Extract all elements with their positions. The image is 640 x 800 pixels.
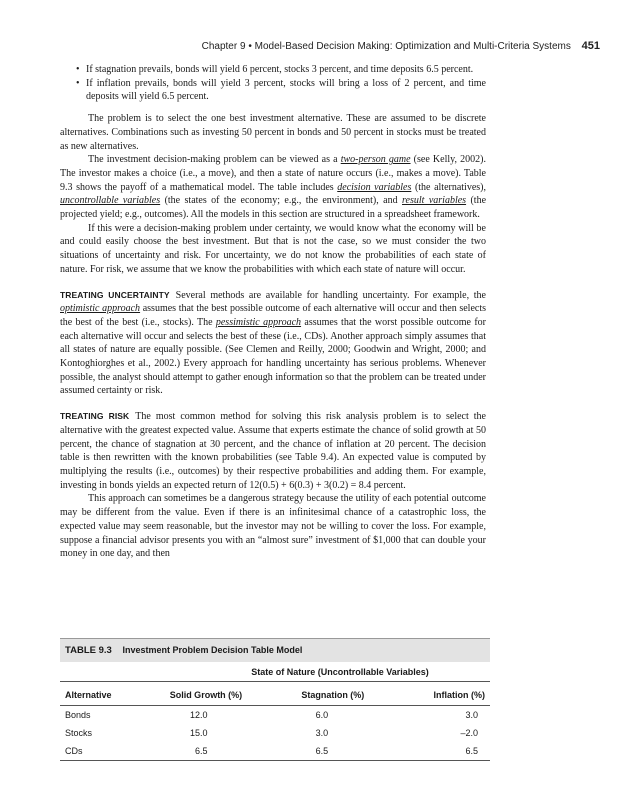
table-title: Investment Problem Decision Table Model (122, 645, 303, 655)
page-number: 451 (581, 40, 600, 52)
column-header: Alternative (60, 682, 144, 706)
paragraph (60, 153, 486, 222)
header-separator: • (248, 41, 252, 52)
group-header: State of Nature (Uncontrollable Variables) (60, 662, 490, 682)
cell-solid-growth: 12.0 (189, 710, 208, 720)
table-number: TABLE 9.3 (65, 645, 112, 656)
cell-solid-growth: 15.0 (189, 728, 208, 738)
text-run: The investment decision-making problem can be viewed as a (88, 154, 341, 166)
text-run: (the states of the economy; e.g., the environment), and (160, 195, 403, 207)
decision-table (60, 662, 490, 761)
term-optimistic-approach: optimistic approach (60, 303, 141, 315)
column-header: Stagnation (%) (268, 682, 399, 706)
term-decision-variables: decision variables (337, 181, 412, 193)
cell-alternative: CDs (60, 742, 144, 761)
cell-alternative: Stocks (65, 728, 93, 738)
table-9-3 (60, 638, 490, 761)
cell-stagnation: 6.5 (268, 742, 399, 761)
term-uncontrollable-variables: uncontrollable variables (60, 195, 161, 207)
text-run: Several methods are available for handling uncertainty. For example, the (175, 289, 486, 301)
body-text (60, 63, 486, 561)
text-run: The most common method for solving this risk analysis problem is to select the alternative with the greatest expected value. Assume that experts estimate the chance of solid growth at 50 percent, the chance of stagnation at 30 percent, and the chance of inflation at 20 percent. The decision table is then rewritten with the known probabilities (see Table 9.4). An expected value is computed by multiplying the results (i.e., outcomes) by their respective probabilities and adding them. For example, investing in bonds yields an expected return of 12(0.5) + 6(0.3) + 3(0.2) = 8.4 percent. (60, 411, 486, 491)
cell-inflation: 6.5 (398, 742, 490, 761)
header-title: Model-Based Decision Making: Optimization and Multi-Criteria Systems (254, 41, 571, 52)
runin-heading: TREATING UNCERTAINTY (60, 289, 170, 300)
section-treating-uncertainty (60, 289, 486, 399)
text-run: (the alternatives), (411, 181, 486, 193)
table-row (60, 742, 490, 761)
term-two-person-game: two-person game (340, 154, 411, 166)
cell-alternative: Bonds (65, 710, 91, 720)
bullet-item: • If inflation prevails, bonds will yield 3 percent, stocks will bring a loss of 2 percent, and time deposits will yield 6.5 percent. (60, 77, 486, 104)
column-header: Inflation (%) (398, 682, 490, 706)
bullet-item: • If stagnation prevails, bonds will yield 6 percent, stocks 3 percent, and time deposits 6.5 percent. (60, 63, 486, 77)
cell-inflation: –2.0 (460, 728, 478, 738)
paragraph: The problem is to select the one best investment alternative. These are assumed to be discrete alternatives. Combinations such as investing 50 percent in bonds and 50 percent in stocks must be treated as new alternatives. (60, 113, 486, 152)
term-pessimistic-approach: pessimistic approach (215, 316, 302, 328)
runin-heading: TREATING RISK (60, 411, 130, 422)
paragraph: If this were a decision-making problem under certainty, we would know what the economy will be and could easily choose the best investment. But that is not the case, so we must consider the two situations of uncertainty and risk. For uncertainty, we do not know the probabilities of each state of nature. For risk, we assume that we know the probabilities with which each state of nature will occur. (60, 222, 486, 275)
table-caption (60, 638, 490, 662)
section-treating-risk (60, 410, 486, 492)
cell-stagnation: 3.0 (315, 728, 329, 738)
cell-stagnation: 6.0 (315, 710, 329, 720)
text-run: (the projected yield; e.g., outcomes). All the models in this section are structured in a spreadsheet framework. (60, 195, 487, 221)
cell-solid-growth: 6.5 (144, 742, 267, 761)
term-result-variables: result variables (402, 195, 467, 207)
table-row (60, 724, 490, 742)
text-run: assumes that the best possible outcome of each alternative will occur and then selects the best of the best (i.e., stocks). The (60, 303, 487, 328)
bullet-list (60, 63, 486, 104)
running-header (60, 40, 600, 52)
text-run: (see Kelly, 2002). The investor makes a choice (i.e., a move), and then a state of nature occurs (i.e., makes a move). Table 9.3 shows the payoff of a mathematical model. The table includes (60, 154, 486, 193)
cell-inflation: 3.0 (465, 710, 478, 720)
column-header: Solid Growth (%) (144, 682, 267, 706)
text-run: assumes that the worst possible outcome for each alternative will occur and selects the best of these (i.e., CDs). Another approach simply assumes that all states of nature are equally possible. (See Clemen and Reilly, 2000; Goodwin and Wright, 2000; and Kontoghiorghes et al., 2002.) Every approach for handling uncertainty has serious problems. Whenever possible, the analyst should attempt to gather enough information so that the problem can be treated under assumed certainty or risk. (60, 316, 486, 397)
table-row (60, 706, 490, 725)
paragraph: This approach can sometimes be a dangerous strategy because the utility of each potential outcome may be different from the value. Even if there is an infinitesimal chance of a catastrophic loss, the expected value may seem reasonable, but the investor may not be willing to cover the loss. For example, suppose a financial advisor presents you with an “almost sure” investment of $1,000 that can double your money in one day, and then (60, 493, 486, 560)
header-chapter: Chapter 9 (201, 41, 246, 52)
